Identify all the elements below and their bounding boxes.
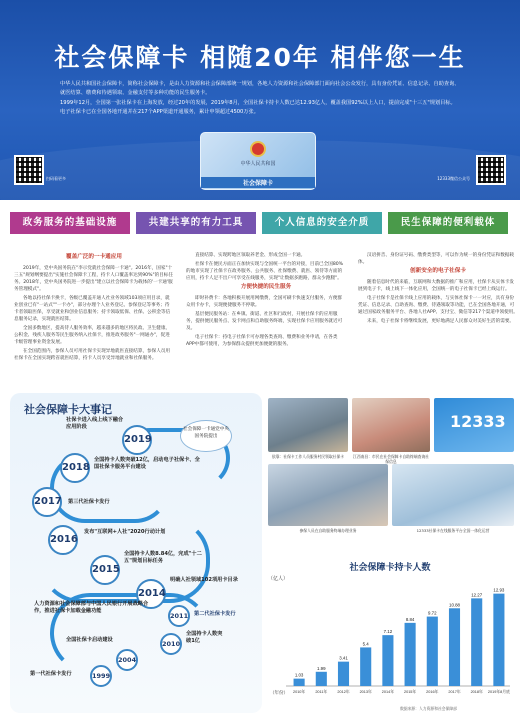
year-2010: 2010 [160, 633, 182, 655]
bar [493, 594, 504, 686]
tick-label: 2014年 [381, 690, 395, 694]
column-paragraph: 基层便民服务站：在乡镇、街道、社区和行政村，开展社保卡的应用服务，提供便民服务点、发卡网点和自助服务终端，实现社保卡应用服务就近可及。 [186, 312, 343, 331]
qr-caption-right: 12333微信公众号 [437, 176, 470, 181]
data-label: 5.4 [362, 641, 369, 647]
x-axis-label: （年份） [270, 690, 288, 695]
year-2014: 2014 [136, 579, 166, 609]
data-label: 9.72 [428, 610, 437, 616]
year-2004: 2004 [116, 649, 138, 671]
hotline-number: 12333 [450, 412, 506, 431]
column-heading: 方便快捷的民生服务 [240, 284, 292, 290]
data-label: 1.03 [294, 672, 304, 678]
timeline-event: 全国社保卡启动建设 [66, 637, 113, 643]
timeline-event: 全国持卡人数突破12亿，启动电子社保卡、全国社保卡服务平台建设 [94, 457, 200, 470]
data-label: 10.88 [449, 602, 460, 608]
bar [338, 662, 349, 686]
tab-shared-tool[interactable]: 共建共享的有力工具 [136, 212, 256, 234]
timeline-event: 社保卡进入线上线下融合应用阶段 [66, 417, 124, 430]
bar [405, 623, 416, 686]
intro-paragraph: 中华人民共和国社会保障卡，简称社会保障卡，是由人力资源和社会保障部统一规划，各地人力资源和社会保障部门面向社会公众发行，具有身份凭证、信息记录、自助查询、就医结算、缴费和待遇领取、金融支付等多种功能的民生服务卡。 [60, 81, 460, 96]
year-1999: 1999 [90, 665, 112, 687]
tick-label: 2015年 [403, 690, 417, 694]
card-country-label: 中华人民共和国 [240, 161, 276, 167]
year-2018: 2018 [60, 453, 90, 483]
tick-label: 2016年 [426, 690, 439, 694]
qr-caption-left: 扫码看更多 [46, 176, 66, 181]
timeline-event: 全国持卡人数8.84亿，完成"十二五"规划目标任务 [124, 551, 202, 564]
tick-label: 2017年 [448, 690, 461, 694]
column-paragraph: 社保卡在便民方面正在加快实现与全国统一平台的对接，目前已全国80%的地市实现了社保卡在政务服务、公共服务、社保缴费、就医、领待等方面的应用，持卡人足不出户可享受在线服务，实现"让数据多跑路，群众少跑腿"。 [186, 262, 344, 281]
timeline-event: 第一代社保卡发行 [30, 671, 72, 677]
year-2015: 2015 [90, 555, 120, 585]
article-column-3 [358, 252, 518, 327]
national-emblem-icon [250, 141, 266, 157]
bar [449, 608, 460, 686]
bar [294, 679, 305, 686]
photo-villagers [268, 398, 348, 452]
column-paragraph: 2019年，党中央国务院在"李示党就社会保障一卡通"。2016年，国家"十三五"规划纲要提出"实施社会保障卡工程，持卡人口覆盖率达到90%"的目标任务。2018年，党中央国务院进一步提出"建立以社会保障卡为载体的'一卡通'服务管理模式"。 [14, 266, 173, 292]
photo-12333-hotline [434, 398, 514, 452]
card-name-label: 社会保障卡 [201, 177, 315, 188]
column-heading: 覆盖广泛的一卡通应用 [66, 254, 122, 260]
year-2019: 2019 [122, 425, 152, 455]
tick-label: 2018年 [470, 690, 483, 694]
bar [427, 617, 438, 686]
year-2017: 2017 [32, 487, 62, 517]
y-axis-unit: （亿人） [268, 576, 289, 582]
column-paragraph: 各地以持社保卡换卡，各级已覆盖开通人社业务领域103项应用目录，就业创业已有"一站式""一卡办"，部分办理个人业务登记、参保登记等事务；待卡者领取医保，享受就业和创业信息服务；持卡领取低保、社保、公积金等信息服务记录，实现就医结算。 [14, 296, 171, 322]
column-paragraph: 直接结算、实现跨地区领取养老金、形成全国一卡通。 [195, 253, 306, 258]
qr-code-left[interactable] [14, 155, 44, 185]
social-security-card-image [200, 132, 316, 190]
column-paragraph: 随着信息时代的来临，互联网和大数据的推广和应用，社保卡从实体卡发展到电子卡，线上线下一体化应用，全国统一的电子社保卡已经上线运行。 [358, 280, 515, 292]
source-note: 数据来源：人力资源和社会保障部 [400, 706, 457, 711]
timeline-event: 第二代社保卡发行 [194, 611, 236, 617]
chart-title: 社会保障卡持卡人数 [349, 563, 431, 573]
column-heading: 创新安全的电子社保卡 [410, 268, 466, 274]
tick-label: 2011年 [315, 690, 328, 694]
timeline-event: 第三代社保卡发行 [68, 499, 110, 505]
intro-text [60, 80, 460, 118]
column-paragraph: 电子社保卡：持电子社保卡可办理各类查询、缴费和业务申请，在各类APP中都可使用，为参保群众提供更加便捷的服务。 [186, 335, 338, 347]
timeline-event: 人力资源和社会保障部与中国人民银行开展战略合作，推进社保卡加载金融功能 [34, 601, 149, 614]
tick-label: 2019年8月底 [487, 690, 510, 694]
column-paragraph: 全国多数地区，提高待人服务效率，越来越多的地区将民政、卫生健康、公积金、残疾人服务等民生服务纳入社保卡，推进政务服务"一网通办"，促进卡级管理事业资金发展。 [14, 326, 171, 345]
tick-label: 2012年 [337, 690, 350, 694]
photo-online-platform [392, 464, 514, 526]
data-label: 1.99 [317, 665, 326, 671]
data-label: 3.41 [339, 655, 348, 661]
timeline-event: 发布"互联网+人社"2020行动计划 [84, 529, 166, 535]
photo-kiosk [352, 398, 430, 452]
intro-paragraph: 1999年12月，全国第一张社保卡在上海发放，经过20年的发展，2019年8月，全国社保卡持卡人数已达12.93亿人，覆盖我国92%以上人口，提前完成"十三五"规划目标。电子社保卡已在全国各地开通并在217个APP渠道开通服务，累计申领超过4500万张。 [60, 100, 456, 115]
photo-caption: 参保人员在自助服务终端办理业务 [299, 528, 357, 533]
bar-chart-svg [266, 574, 514, 710]
article-column-2 [186, 252, 346, 350]
data-label: 8.84 [405, 616, 415, 622]
tick-label: 2010年 [292, 690, 306, 694]
article-column-1 [14, 252, 174, 364]
timeline-event: 全国持卡人数突破1亿 [186, 631, 223, 644]
header-banner [0, 0, 520, 200]
column-paragraph: 汉语拼音、身份证号码、缴费类型等，可以作为统一的身份凭证和数据载体。 [358, 253, 515, 265]
tab-convenience-carrier[interactable]: 民生保障的便利载体 [388, 212, 508, 234]
year-2011: 2011 [168, 605, 190, 627]
bar [382, 635, 393, 686]
photo-caption: 12333社保卡在线服务平台全国一体化运营 [416, 528, 490, 533]
bar [471, 598, 482, 686]
tab-infrastructure[interactable]: 政务服务的基础设施 [10, 212, 130, 234]
photo-self-service [268, 464, 388, 526]
data-label: 12.27 [471, 592, 483, 598]
timeline-title: 社会保障卡大事记 [24, 403, 112, 416]
year-2016: 2016 [48, 525, 78, 555]
bar [360, 647, 371, 686]
column-paragraph: 未来，电子社保卡将继续发展，更好地满足人民群众对美好生活的需要。 [367, 319, 515, 324]
timeline-event: 明确人社领域102项用卡目录 [170, 577, 238, 583]
page-title: 社会保障卡 相随20年 相伴您一生 [54, 43, 466, 72]
category-tabs [0, 204, 520, 240]
tab-security-medium[interactable]: 个人信息的安全介质 [262, 212, 382, 234]
column-paragraph: 电子社保卡是社保卡线上应用的载体，与实体社保卡一一对应，具有身份凭证、信息记录、自助查询、缴费、待遇领取等功能，已在全国各地开通，可通过国家政务服务平台、各地人社APP、支付宝、微信等217个渠道申领使用。 [358, 296, 518, 315]
qr-code-right[interactable] [476, 155, 506, 185]
tick-label: 2013年 [359, 690, 372, 694]
photo-caption: 依靠：社保卡工作人员服务村民领取社保卡 [271, 454, 345, 459]
column-paragraph: 即时补费卡：各地积极开展用网缴费，全国可刷卡快速支付服务，方便群众用卡办卡，实现便捷服务不停歇。 [186, 296, 343, 308]
timeline-bubble: 社会保障一卡通党中央国务院提出 [180, 420, 232, 452]
cardholders-chart [266, 560, 514, 700]
column-paragraph: 在全国范围内，参保人员可用社保卡实现异地就医直接结算，参保人员用社保卡在全国实现跨省就医结算，持卡人员享受异地就业和社保服务。 [14, 349, 171, 361]
milestones-timeline [10, 393, 262, 713]
bar [316, 672, 327, 686]
photo-caption: 江西南昌：市民在社会保障卡自助终端查询社保信息 [353, 454, 429, 464]
data-label: 7.12 [383, 629, 393, 635]
data-label: 12.93 [493, 587, 505, 593]
